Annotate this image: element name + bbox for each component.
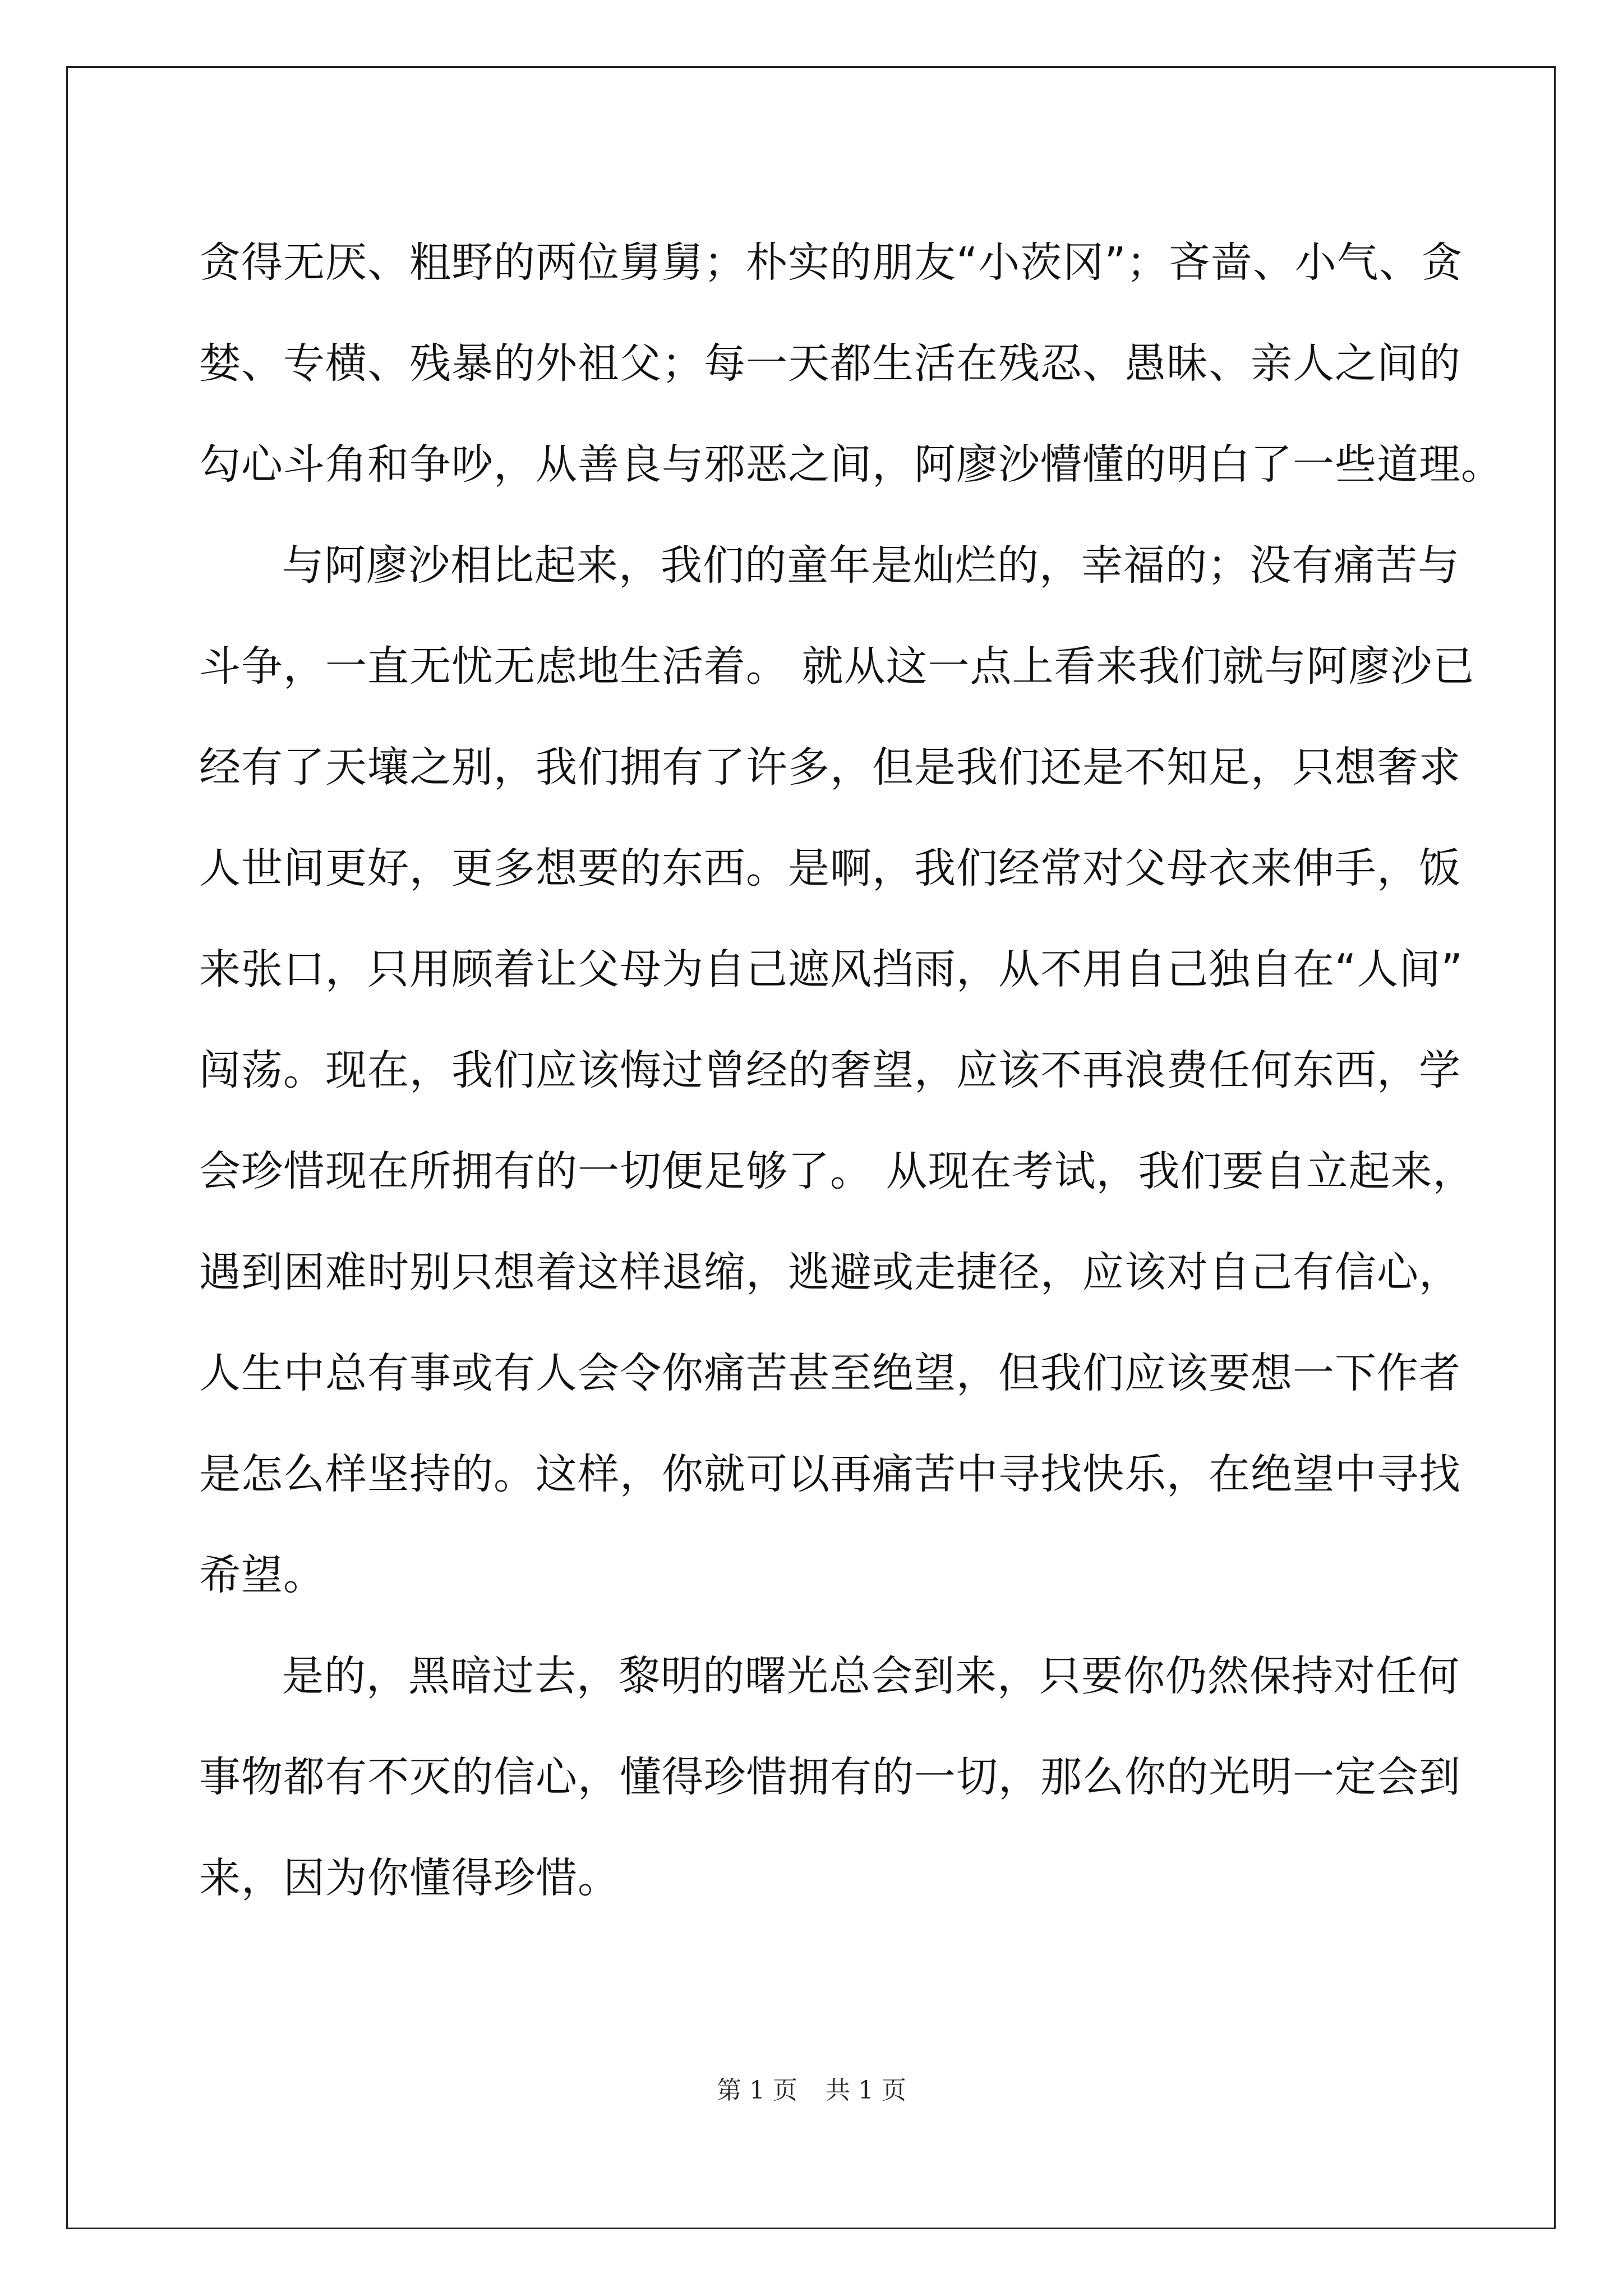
text-line: 遇到困难时别只想着这样退缩，逃避或走捷径，应该对自己有信心， [199,1248,1461,1296]
text-line: 勾心斗角和争吵，从善良与邪恶之间，阿廖沙懵懂的明白了一些道理。 [199,440,1503,489]
page-number: 第 1 页 [717,2076,797,2105]
text-line: 来张口，只用顾着让父母为自己遮风挡雨，从不用自己独自在“人间” [199,945,1463,993]
page-total: 共 1 页 [826,2076,906,2105]
text-line: 事物都有不灭的信心，懂得珍惜拥有的一切，那么你的光明一定会到 [199,1753,1461,1801]
text-line: 人生中总有事或有人会令你痛苦甚至绝望，但我们应该要想一下作者 [199,1349,1461,1397]
text-line: 希望。 [199,1551,325,1599]
text-line: 会珍惜现在所拥有的一切便足够了。 从现在考试，我们要自立起来， [199,1147,1475,1195]
text-line: 斗争，一直无忧无虑地生活着。 就从这一点上看来我们就与阿廖沙已 [199,642,1475,691]
text-line: 人世间更好，更多想要的东西。是啊，我们经常对父母衣来伸手，饭 [199,844,1461,892]
text-line: 与阿廖沙相比起来，我们的童年是灿烂的，幸福的；没有痛苦与 [282,541,1460,590]
text-line: 贪得无厌、粗野的两位舅舅；朴实的朋友“小茨冈”；吝啬、小气、贪 [199,238,1463,287]
text-line: 来，因为你懂得珍惜。 [199,1854,620,1902]
document-body [199,212,1503,1929]
text-line: 婪、专横、残暴的外祖父；每一天都生活在残忍、愚昧、亲人之间的 [199,339,1461,388]
text-line: 是的，黑暗过去，黎明的曙光总会到来，只要你仍然保持对任何 [282,1652,1460,1700]
text-line: 是怎么样坚持的。这样，你就可以再痛苦中寻找快乐，在绝望中寻找 [199,1450,1461,1498]
text-line: 经有了天壤之别，我们拥有了许多，但是我们还是不知足，只想奢求 [199,743,1461,792]
text-line: 闯荡。现在，我们应该悔过曾经的奢望，应该不再浪费任何东西，学 [199,1046,1461,1094]
page-footer [0,2070,1623,2106]
